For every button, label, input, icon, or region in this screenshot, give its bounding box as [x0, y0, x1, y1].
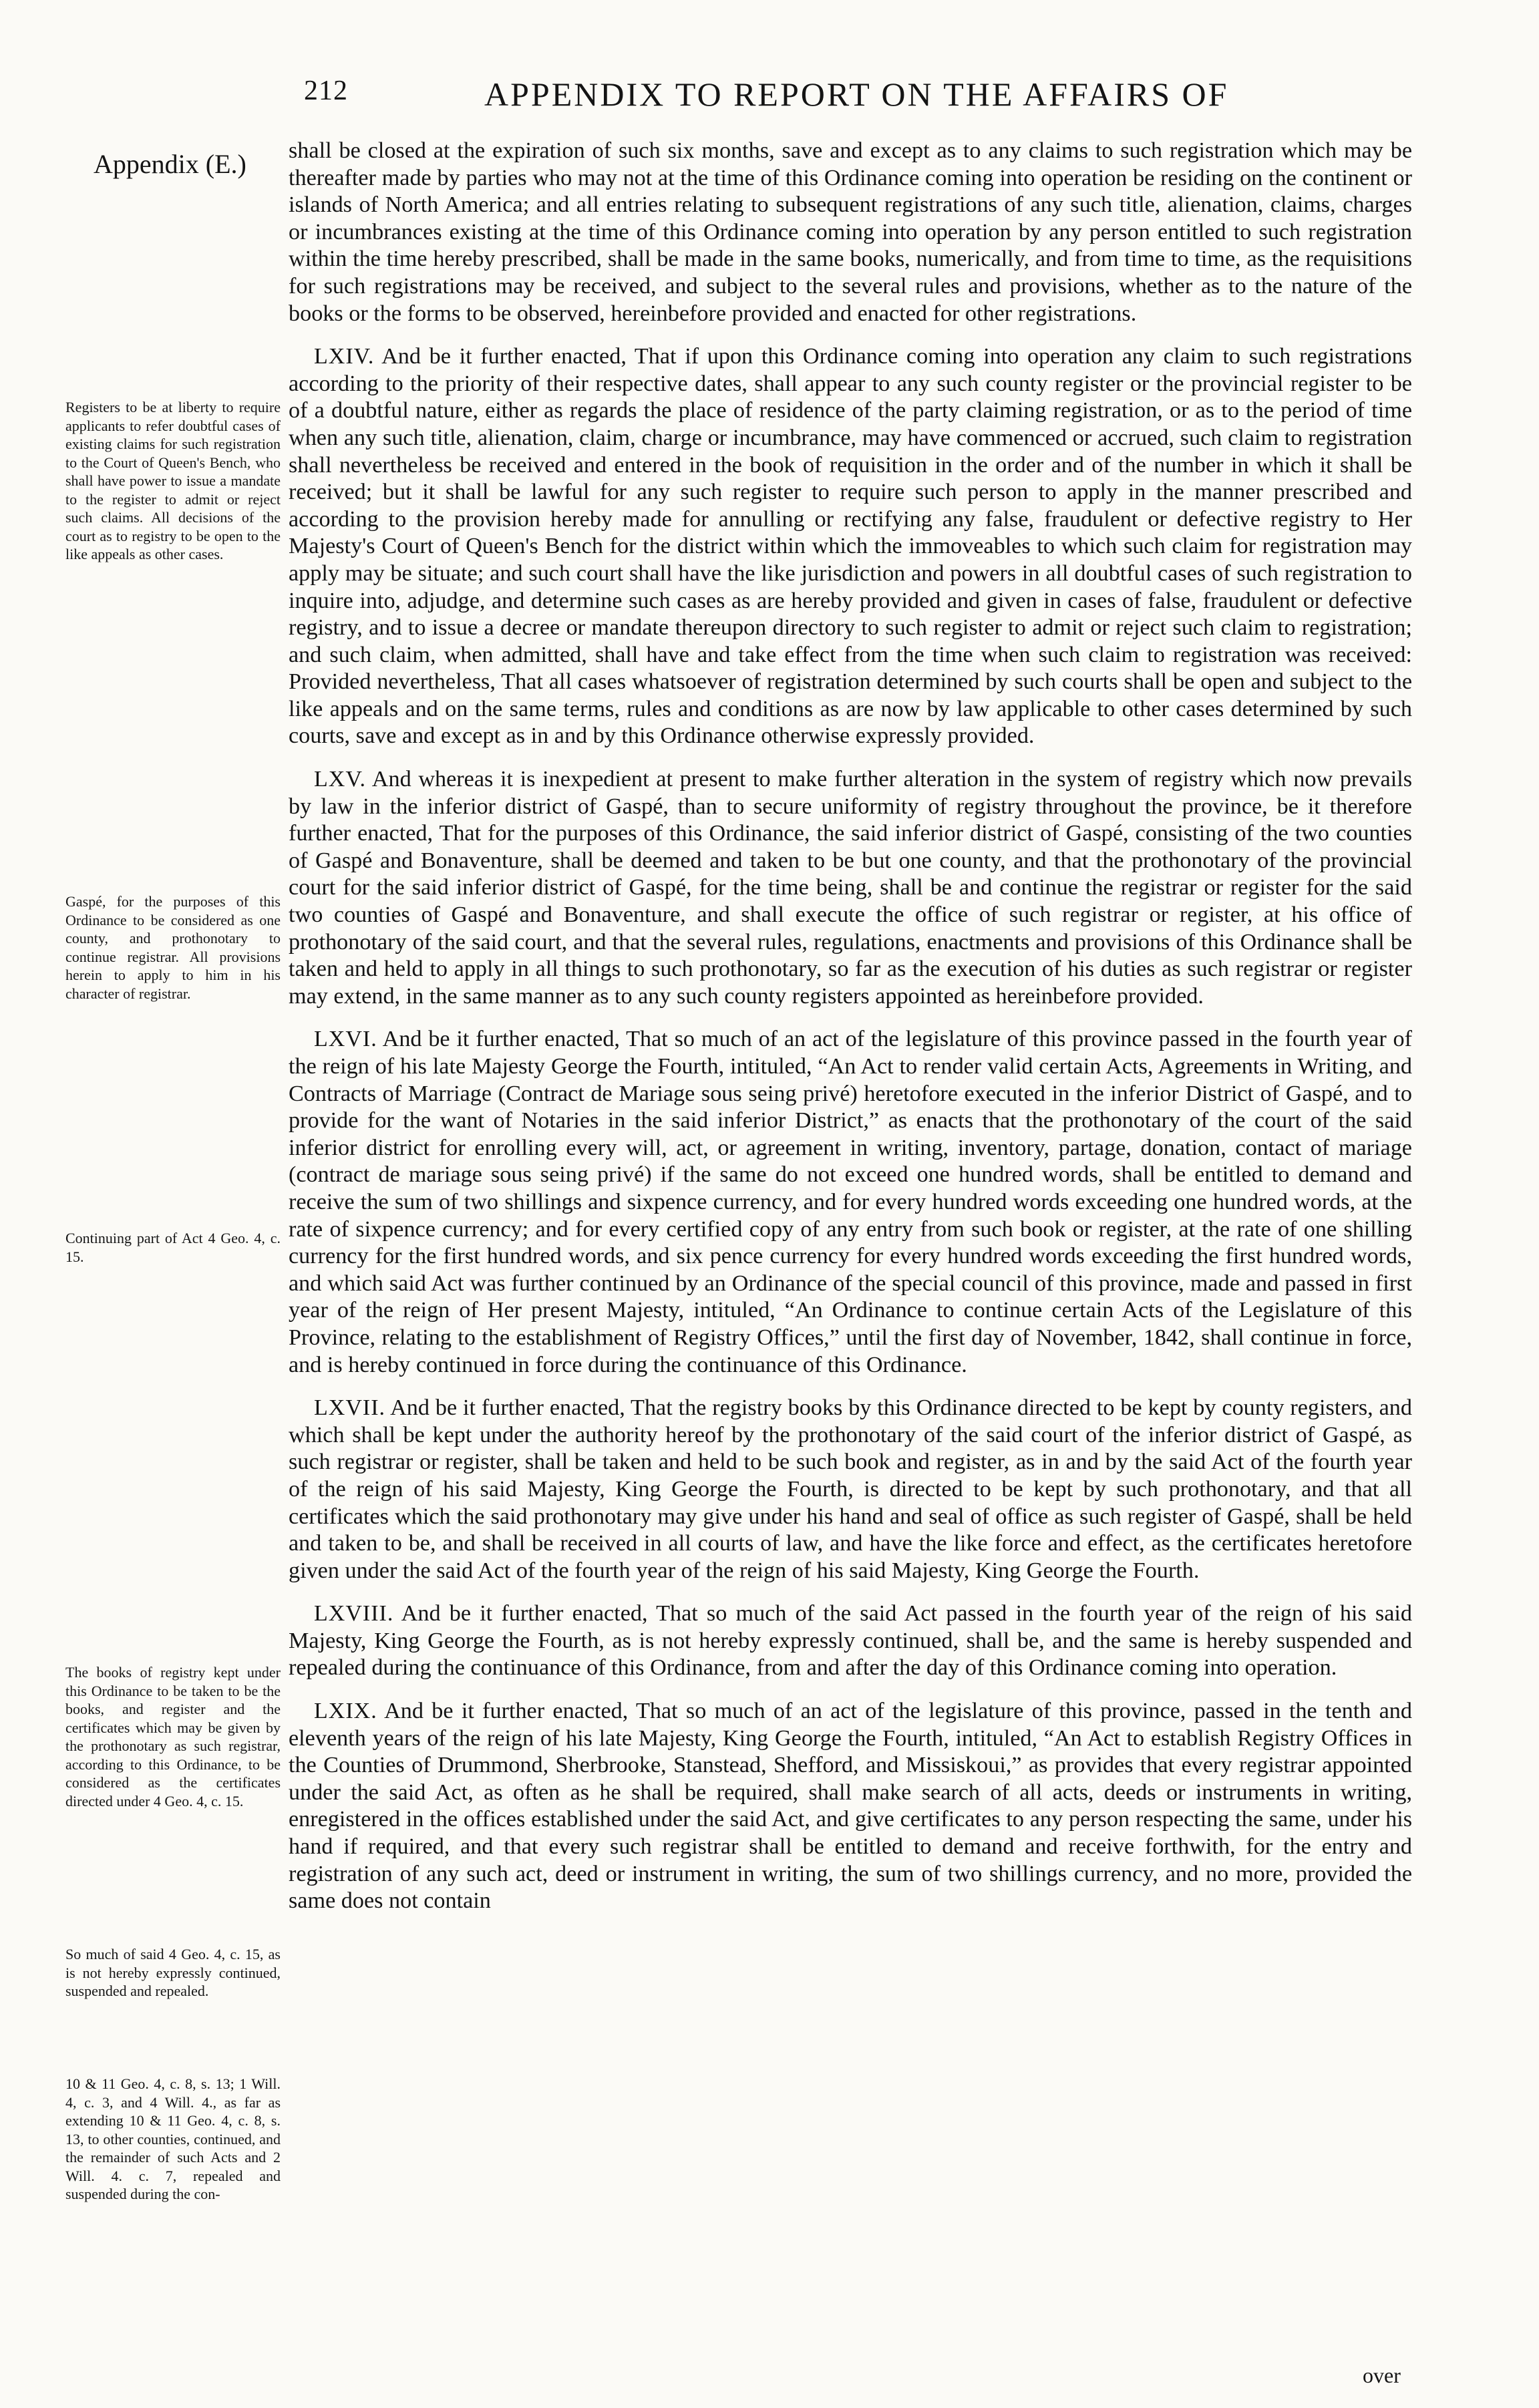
section-number: LXIX.	[314, 1699, 377, 1724]
running-head: APPENDIX TO REPORT ON THE AFFAIRS OF	[484, 75, 1229, 113]
section-tag: Appendix (E.)	[94, 149, 246, 179]
section-number: LXVI.	[314, 1027, 377, 1052]
section-number: LXV.	[314, 767, 366, 792]
section-number: LXIV.	[314, 344, 375, 369]
paragraph-text: And be it further enacted, That the registry books by this Ordinance directed to be kept by county registers, and which shall be kept under the authority hereof by the prothonotary of the said court of the inferior district of Gaspé, as such registrar or register, shall be taken and held to be such book and register, as in and by the said Act of the fourth year of the reign of his said Majesty, King George the Fourth, is directed to be kept by such prothonotary, and that all certificates which the said prothonotary may give under his hand and seal of office as such register of Gaspé, shall be held and taken to be, and shall be received in all courts of law, and have the like force and effect, as the certificates heretofore given under the said Act of the fourth year of the reign of his said Majesty, King George the Fourth.	[289, 1395, 1412, 1583]
paragraph	[289, 1395, 1412, 1584]
section-number: LXVII.	[314, 1395, 386, 1421]
section-number: LXVIII.	[314, 1601, 394, 1626]
paragraph-text: And be it further enacted, That so much of an act of the legislature of this province, passed in the tenth and eleventh years of the reign of his late Majesty, King George the Fourth, intituled, “An Act to establish Registry Offices in the Counties of Drummond, Sherbrooke, Stanstead, Shefford, and Missiskoui,” as provides that every registrar appointed under the said Act, as often as he shall be required, shall make search of all acts, deeds or instruments in writing, enregistered in the offices established under the said Act, and give certificates to any person respecting the same, under his hand if required, and that every such registrar shall be entitled to demand and receive forthwith, for the entry and registration of any such act, deed or instrument in writing, the sum of two shillings currency, and no more, provided the same does not contain	[289, 1699, 1412, 1914]
margin-note: 10 & 11 Geo. 4, c. 8, s. 13; 1 Will. 4, c. 3, and 4 Will. 4., as far as extending 10 & 11 Geo. 4, c. 8, s. 13, to other counties, continued, and the remainder of such Acts and 2 Will. 4. c. 7, repealed and suspended during the con-	[65, 2075, 281, 2202]
paragraph	[289, 1026, 1412, 1379]
margin-note: Registers to be at liberty to require applicants to refer doubtful cases of existing claims for such registration to the Court of Queen's Bench, who shall have power to issue a mandate to the register to admit or reject such claims. All decisions of the court as to registry to be open to the like appeals as other cases.	[65, 399, 281, 562]
paragraph	[289, 138, 1412, 327]
margin-note: The books of registry kept under this Ordinance to be taken to be the books, and register and the certificates which may be given by the prothonotary as such registrar, according to this Ordinance, to be considered as the certificates directed under 4 Geo. 4, c. 15.	[65, 1664, 281, 1810]
paragraph	[289, 1698, 1412, 1915]
paragraph	[289, 1600, 1412, 1682]
margin-note: So much of said 4 Geo. 4, c. 15, as is not hereby expressly continued, suspended and repealed.	[65, 1946, 281, 1999]
catchword: over	[1363, 2363, 1401, 2387]
page-number: 212	[304, 75, 348, 106]
paragraph	[289, 766, 1412, 1010]
margin-note: Continuing part of Act 4 Geo. 4, c. 15.	[65, 1230, 281, 1265]
paragraph	[289, 343, 1412, 750]
paragraph-text: And be it further enacted, That so much of an act of the legislature of this province passed in the fourth year of the reign of his late Majesty George the Fourth, intituled, “An Act to render valid certain Acts, Agreements in Writing, and Contracts of Marriage (Contract de Mariage sous seing privé) heretofore executed in the inferior District of Gaspé, and to provide for the want of Notaries in the said inferior District,” as enacts that the prothonotary of the court of the said inferior district for enrolling every will, act, or agreement in writing, inventory, partage, donation, contact of mariage (contract de mariage sous seing privé) if the same do not exceed one hundred words, shall be entitled to demand and receive the sum of two shillings and sixpence currency, and for every hundred words exceeding one hundred words, at the rate of sixpence currency; and for every certified copy of any entry from such book or register, at the rate of one shilling currency for the first hundred words, and six pence currency for every hundred words exceeding the first hundred words, and which said Act was further continued by an Ordinance of the special council of this province, made and passed in first year of the reign of Her present Majesty, intituled, “An Ordinance to continue certain Acts of the Legislature of this Province, relating to the establishment of Registry Offices,” until the first day of November, 1842, shall continue in force, and is hereby continued in force during the continuance of this Ordinance.	[289, 1027, 1412, 1377]
paragraph-text: And whereas it is inexpedient at present to make further alteration in the system of registry which now prevails by law in the inferior district of Gaspé, than to secure uniformity of registry throughout the province, be it therefore further enacted, That for the purposes of this Ordinance, the said inferior district of Gaspé, consisting of the two counties of Gaspé and Bonaventure, shall be deemed and taken to be but one county, and that the prothonotary of the provincial court for the said inferior district of Gaspé, for the time being, shall be and continue the registrar or register for the said two counties of Gaspé and Bonaventure, and shall execute the office of such registrar or register, at his office of prothonotary of the said court, and that the several rules, regulations, enactments and provisions of this Ordinance shall be taken and held to apply in all things to such prothonotary, so far as the execution of his duties as such registrar or register may extend, in the same manner as to any such county registers appointed as hereinbefore provided.	[289, 767, 1412, 1009]
paragraph-text: shall be closed at the expiration of such six months, save and except as to any claims to such registration which may be thereafter made by parties who may not at the time of this Ordinance coming into operation be residing on the continent or islands of North America; and all entries relating to subsequent registrations of any such title, alienation, claims, charges or incumbrances existing at the time of this Ordinance coming into operation by any person entitled to such registration within the time hereby prescribed, shall be made in the same books, numerically, and from time to time, as the requisitions for such registrations may be received, and subject to the several rules and provisions, whether as to the nature of the books or the forms to be observed, hereinbefore provided and enacted for other registrations.	[289, 138, 1412, 326]
margin-note: Gaspé, for the purposes of this Ordinance to be considered as one county, and prothonotary to continue registrar. All provisions herein to apply to him in his character of registrar.	[65, 893, 281, 1002]
paragraph-text: And be it further enacted, That so much of the said Act passed in the fourth year of the reign of his said Majesty, King George the Fourth, as is not hereby expressly continued, shall be, and the same is hereby suspended and repealed during the continuance of this Ordinance, from and after the day of this Ordinance coming into operation.	[289, 1601, 1412, 1681]
page-header	[0, 75, 1539, 122]
body-text	[289, 138, 1412, 1931]
paragraph-text: And be it further enacted, That if upon this Ordinance coming into operation any claim to such registrations according to the priority of their respective dates, shall appear to any such county register or the provincial register to be of a doubtful nature, either as regards the place of residence of the party claiming registration, or as to the period of time when any such title, alienation, claim, charge or incumbrance, may have commenced or accrued, such claim to registration shall nevertheless be received and entered in the book of requisition in the order and of the number in which it shall be received; but it shall be lawful for any such register to require such person to apply in the manner prescribed and according to the provision hereby made for annulling or rectifying any false, fraudulent or defective registry to Her Majesty's Court of Queen's Bench for the district within which the immoveables to which such claim for registration may apply may be situate; and such court shall have the like jurisdiction and powers in all doubtful cases of such registration to inquire into, adjudge, and determine such cases as are hereby provided and given in cases of false, fraudulent or defective registry, and to issue a decree or mandate thereupon directory to such register to admit or reject such claim to registration; and such claim, when admitted, shall have and take effect from the time when such claim to registration was received: Provided nevertheless, That all cases whatsoever of registration determined by such courts shall be open and subject to the like appeals and on the same terms, rules and conditions as are now by law applicable to other cases determined by such courts, save and except as in and by this Ordinance otherwise expressly provided.	[289, 344, 1412, 749]
